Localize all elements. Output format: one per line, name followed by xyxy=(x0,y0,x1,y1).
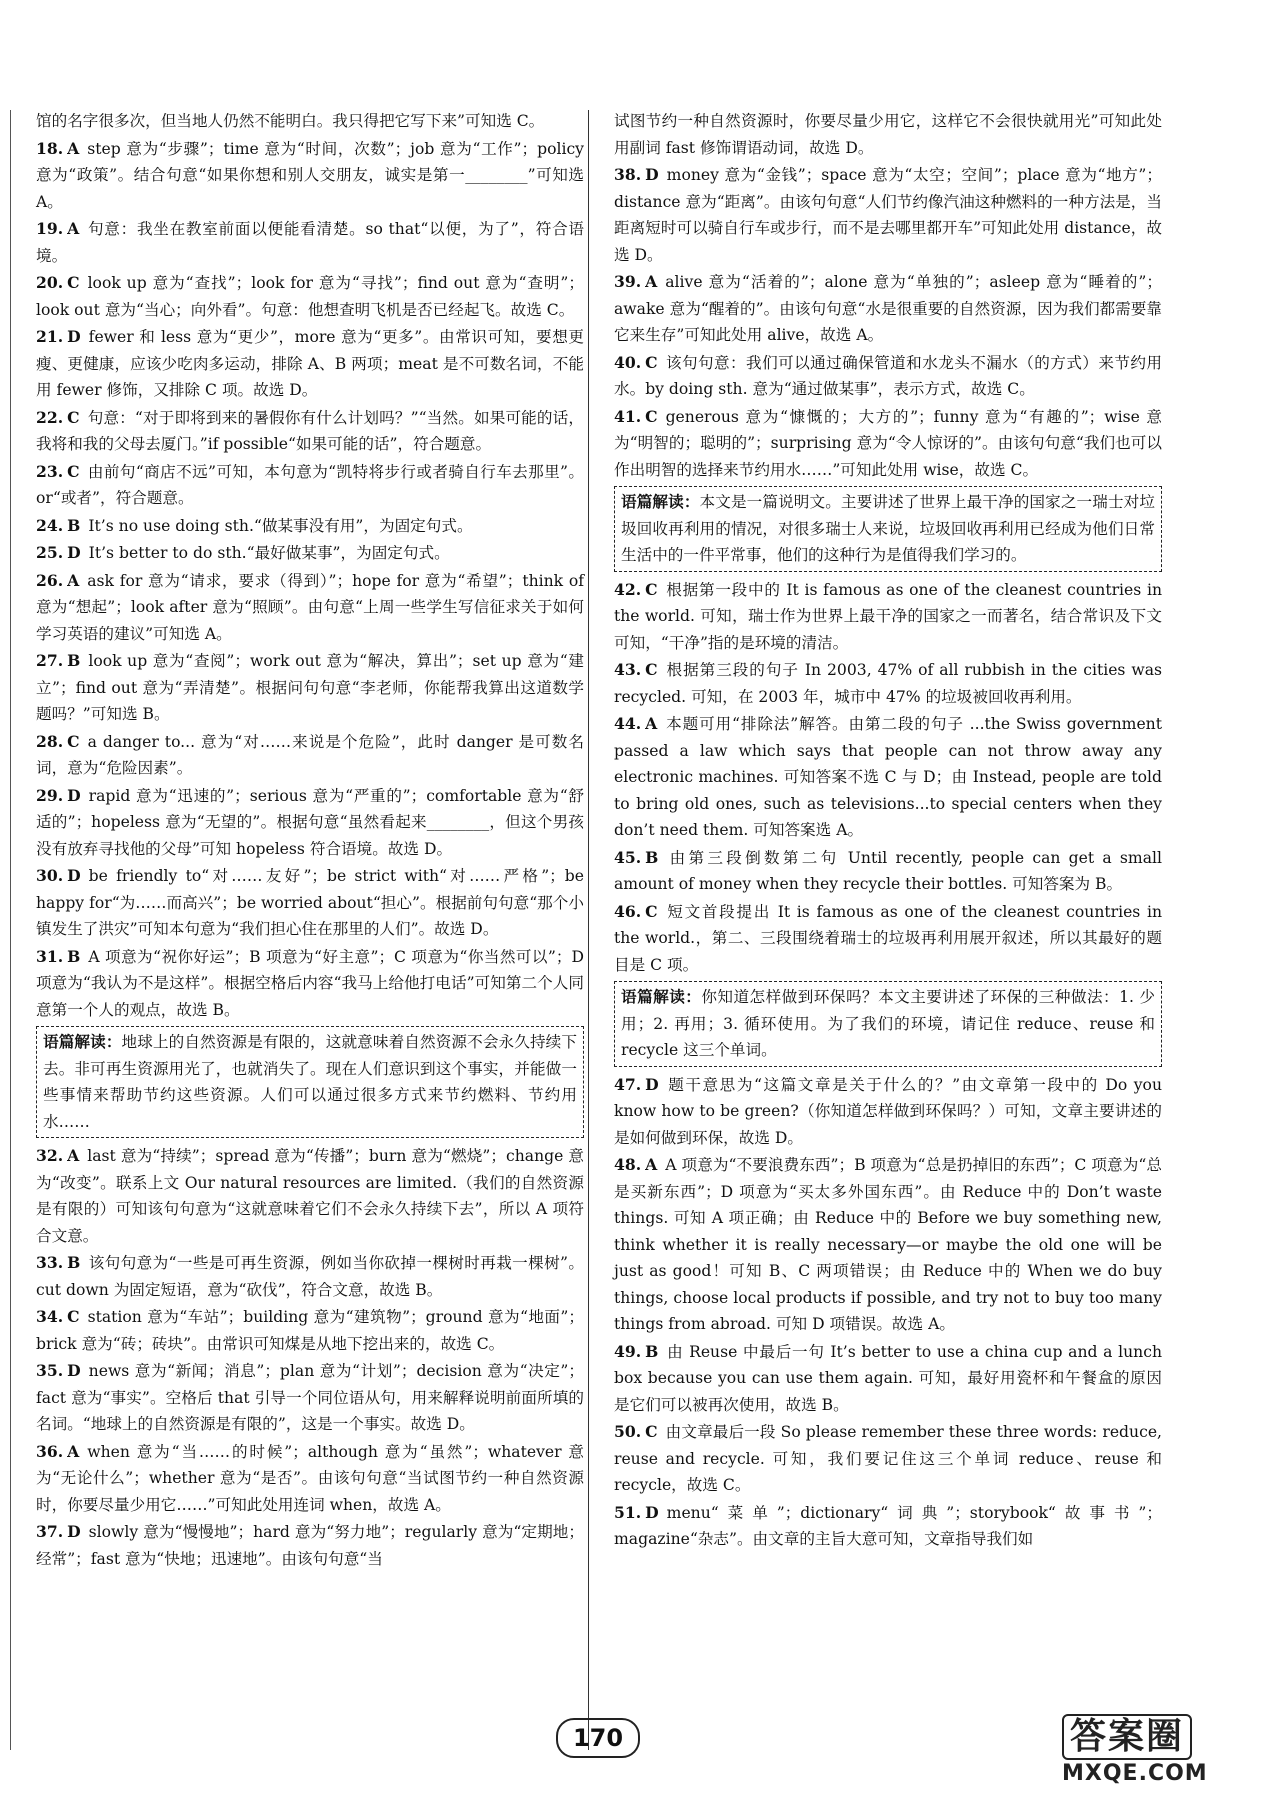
explanation-text: a danger to... 意为“对……来说是个危险”，此时 danger 是可数名词，意为“危险因素”。 xyxy=(36,732,584,777)
answer-letter: A xyxy=(67,1146,80,1165)
answer-item xyxy=(36,513,584,540)
question-number: 40. xyxy=(614,352,642,372)
box-text: 本文是一篇说明文。主要讲述了世界上最干净的国家之一瑞士对垃圾回收再利用的情况，对很多瑞士人来说，垃圾回收再利用已经成为他们日常生活中的一件平常事，他们的这种行为是值得我们学习的。 xyxy=(621,493,1155,564)
question-number: 33. xyxy=(36,1253,64,1272)
question-number: 39. xyxy=(614,272,642,291)
answer-item xyxy=(614,711,1162,844)
explanation-text: news 意为“新闻；消息”；plan 意为“计划”；decision 意为“决定”；fact 意为“事实”。空格后 that 引导一个同位语从句，用来解释说明前面所填的名词。“地球上的自然资源是有限的”，这是一个事实。故选 D。 xyxy=(36,1362,584,1433)
answer-item xyxy=(614,1152,1162,1338)
right-items-3 xyxy=(614,1072,1162,1553)
question-number: 45. xyxy=(614,847,642,867)
answer-item xyxy=(614,1500,1162,1553)
explanation-text: 由前句“商店不远”可知，本句意为“凯特将步行或者骑自行车去那里”。or“或者”，符合题意。 xyxy=(36,462,584,507)
question-number: 41. xyxy=(614,406,642,426)
explanation-text: alive 意为“活着的”；alone 意为“单独的”；asleep 意为“睡着的”；awake 意为“醒着的”。由该句句意“水是很重要的自然资源，因为我们都需要靠它来生存”可知此处用 alive，故选 A。 xyxy=(614,273,1162,344)
explanation-text: be friendly to“对……友好”；be strict with“对……严格”；be happy for“为……而高兴”；be worried about“担心”。根据前句句意“那个小镇发生了洪灾”可知本句意为“我们担心住在那里的人们”。故选 D。 xyxy=(36,867,584,938)
question-number: 34. xyxy=(36,1307,64,1326)
answer-item xyxy=(36,540,584,567)
answer-letter: D xyxy=(67,543,81,562)
question-number: 50. xyxy=(614,1422,642,1441)
question-number: 49. xyxy=(614,1341,642,1361)
answer-letter: C xyxy=(67,1307,80,1326)
answer-letter: B xyxy=(67,946,81,966)
explanation-text: 句意：“对于即将到来的暑假你有什么计划吗？”“当然。如果可能的话，我将和我的父母去厦门。”if possible“如果可能的话”，符合题意。 xyxy=(36,408,584,453)
question-number: 18. xyxy=(36,138,64,158)
explanation-text: 本题可用“排除法”解答。由第二段的句子 ...the Swiss government passed a law which says that people can not throw away any electronic machines. 可知答案不选 C 与 D；由 Instead, people are told to bring old ones, such as televisions...to special centers when they don’t need them. 可知答案选 A。 xyxy=(614,715,1162,839)
question-number: 43. xyxy=(614,660,642,679)
answer-letter: C xyxy=(645,901,658,921)
answer-letter: C xyxy=(645,1422,658,1441)
answer-letter: C xyxy=(645,352,658,372)
explanation-text: look up 意为“查找”；look for 意为“寻找”；find out 意为“查明”；look out 意为“当心；向外看”。句意：他想查明飞机是否已经起飞。故选 C。 xyxy=(36,274,584,319)
page-number: 170 xyxy=(556,1718,640,1758)
answer-item xyxy=(36,568,584,648)
question-number: 32. xyxy=(36,1146,64,1165)
box-text: 地球上的自然资源是有限的，这就意味着自然资源不会永久持续下去。非可再生资源用光了，也就消失了。现在人们意识到这个事实，并能做一些事情来帮助节约这些资源。人们可以通过很多方式来节约燃料、节约用水…… xyxy=(43,1033,577,1131)
question-number: 29. xyxy=(36,785,64,805)
question-number: 30. xyxy=(36,866,64,885)
explanation-text: 短文首段提出 It is famous as one of the cleanest countries in the world.，第二、三段围绕着瑞士的垃圾再利用展开叙述，所以其最好的题目是 C 项。 xyxy=(614,902,1162,974)
explanation-text: 句意：我坐在教室前面以便能看清楚。so that“以便，为了”，符合语境。 xyxy=(36,220,584,265)
explanation-text: money 意为“金钱”；space 意为“太空；空间”；place 意为“地方”；distance 意为“距离”。由该句句意“人们节约像汽油这种燃料的一种方法是，当距离短时可以骑自行车或步行，而不是去哪里都开车”可知此处用 distance，故选 D。 xyxy=(614,166,1162,264)
answer-item xyxy=(36,1439,584,1519)
answer-letter: B xyxy=(67,515,81,535)
answer-item xyxy=(614,899,1162,979)
answer-letter: D xyxy=(67,327,81,346)
answer-item xyxy=(614,269,1162,349)
answer-item xyxy=(36,944,584,1024)
question-number: 22. xyxy=(36,407,64,427)
explanation-text: slowly 意为“慢慢地”；hard 意为“努力地”；regularly 意为“定期地；经常”；fast 意为“快地；迅速地”。由该句句意“当 xyxy=(36,1523,584,1568)
explanation-text: 由文章最后一段 So please remember these three words: reduce, reuse and recycle. 可知，我们要记住这三个单词 reduce、reuse 和 recycle，故选 C。 xyxy=(614,1423,1162,1494)
answer-item xyxy=(36,405,584,458)
explanation-text: fewer 和 less 意为“更少”，more 意为“更多”。由常识可知，要想更瘦、更健康，应该少吃肉多运动，排除 A、B 两项；meat 是不可数名词，不能用 fewer 修饰，又排除 C 项。故选 D。 xyxy=(36,328,584,399)
explanation-text: rapid 意为“迅速的”；serious 意为“严重的”；comfortable 意为“舒适的”；hopeless 意为“无望的”。根据句意“虽然看起来________，但这个男孩没有放弃寻找他的父母”可知 hopeless 符合语境。故选 D。 xyxy=(36,786,584,858)
explanation-text: 由 Reuse 中最后一句 It’s better to use a china cup and a lunch box because you can use them again. 可知，最好用瓷杯和午餐盒的原因是它们可以被再次使用，故选 B。 xyxy=(614,1342,1162,1414)
passage-analysis-box xyxy=(614,981,1162,1067)
explanation-text: ask for 意为“请求，要求（得到）”；hope for 意为“希望”；think of 意为“想起”；look after 意为“照顾”。由句意“上周一些学生写信征求关于如何学习英语的建议”可知选 A。 xyxy=(36,571,584,643)
answer-letter: A xyxy=(645,1155,658,1174)
answer-item xyxy=(36,1519,584,1572)
explanation-text: generous 意为“慷慨的；大方的”；funny 意为“有趣的”；wise 意为“明智的；聪明的”；surprising 意为“令人惊讶的”。由该句句意“我们也可以作出明智的选择来节约用水……”可知此处用 wise，故选 C。 xyxy=(614,407,1162,479)
question-number: 44. xyxy=(614,714,642,733)
answer-item xyxy=(614,1072,1162,1152)
passage-analysis-box xyxy=(36,1026,584,1138)
question-number: 20. xyxy=(36,273,64,292)
explanation-text: last 意为“持续”；spread 意为“传播”；burn 意为“燃烧”；change 意为“改变”。联系上文 Our natural resources are limited.（我们的自然资源是有限的）可知该句句意为“这就意味着它们不会永久持续下去”，所以 A 项符合文意。 xyxy=(36,1147,584,1245)
answer-item xyxy=(36,1358,584,1438)
answer-letter: D xyxy=(645,1502,659,1522)
explanation-text: 由第三段倒数第二句 Until recently, people can get a small amount of money when they recycle their bottles. 可知答案为 B。 xyxy=(614,848,1162,893)
explanation-text: when 意为“当……的时候”；although 意为“虽然”；whatever 意为“无论什么”；whether 意为“是否”。由该句句意“当试图节约一种自然资源时，你要尽量少用它……”可知此处用连词 when，故选 A。 xyxy=(36,1442,584,1514)
answer-letter: C xyxy=(645,579,658,599)
question-number: 37. xyxy=(36,1522,64,1541)
explanation-text: A 项意为“祝你好运”；B 项意为“好主意”；C 项意为“你当然可以”；D 项意为“我认为不是这样”。根据空格后内容“我马上给他打电话”可知第二个人同意第一个人的观点，故选 B。 xyxy=(36,947,584,1019)
answer-letter: C xyxy=(67,731,80,751)
answer-letter: D xyxy=(645,1074,659,1094)
answer-item xyxy=(36,1304,584,1357)
answer-item xyxy=(36,648,584,728)
question-number: 35. xyxy=(36,1361,64,1380)
answer-letter: C xyxy=(67,461,80,481)
answer-letter: B xyxy=(645,1341,659,1361)
explanation-text: 根据第一段中的 It is famous as one of the cleanest countries in the world. 可知，瑞士作为世界上最干净的国家之一而著名，结合常识及下文可知，“干净”指的是环境的清洁。 xyxy=(614,580,1162,652)
explanation-text: look up 意为“查阅”；work out 意为“解决，算出”；set up 意为“建立”；find out 意为“弄清楚”。根据问句句意“李老师，你能帮我算出这道数学题吗？”可知选 B。 xyxy=(36,652,584,723)
answer-item xyxy=(36,729,584,782)
answer-letter: A xyxy=(67,1441,80,1461)
answer-letter: A xyxy=(67,570,80,590)
question-number: 47. xyxy=(614,1074,642,1094)
answer-letter: C xyxy=(645,660,658,679)
answer-item xyxy=(36,1143,584,1249)
box-title: 语篇解读： xyxy=(43,1032,122,1051)
question-number: 38. xyxy=(614,165,642,184)
answer-letter: D xyxy=(67,866,81,885)
question-number: 28. xyxy=(36,731,64,751)
left-column xyxy=(36,108,584,1573)
explanation-text: 题干意思为“这篇文章是关于什么的？”由文章第一段中的 Do you know how to be green?（你知道怎样做到环保吗？）可知，文章主要讲述的是如何做到环保，故选 D。 xyxy=(614,1075,1162,1147)
question-number: 26. xyxy=(36,570,64,590)
answer-letter: D xyxy=(67,1361,81,1380)
question-number: 36. xyxy=(36,1441,64,1461)
watermark-logo xyxy=(1062,1714,1270,1794)
question-number: 31. xyxy=(36,946,64,966)
answer-item xyxy=(614,1339,1162,1419)
answer-letter: B xyxy=(67,1253,81,1272)
right-items-2 xyxy=(614,577,1162,979)
explanation-text: menu“菜单”；dictionary“词典”；storybook“故事书”；magazine“杂志”。由文章的主旨大意可知，文章指导我们如 xyxy=(614,1503,1162,1548)
answer-item xyxy=(36,459,584,512)
explanation-text: step 意为“步骤”；time 意为“时间，次数”；job 意为“工作”；policy 意为“政策”。结合句意“如果你想和别人交朋友，诚实是第一________”可知选 A。 xyxy=(36,139,584,211)
question-number: 48. xyxy=(614,1155,642,1174)
question-number: 51. xyxy=(614,1502,642,1522)
answer-item xyxy=(36,783,584,863)
right-column xyxy=(614,108,1162,1554)
explanation-text: 该句句意为“一些是可再生资源，例如当你砍掉一棵树时再栽一棵树”。cut down 为固定短语，意为“砍伐”，符合文意，故选 B。 xyxy=(36,1254,584,1299)
explanation-text: 试图节约一种自然资源时，你要尽量少用它，这样它不会很快就用光”可知此处用副词 fast 修饰谓语动词，故选 D。 xyxy=(614,112,1162,157)
question-number: 46. xyxy=(614,901,642,921)
answer-letter: C xyxy=(67,407,80,427)
answer-item xyxy=(614,350,1162,403)
left-items xyxy=(36,108,584,1023)
margin-line xyxy=(10,110,11,1750)
explanation-text: 根据第三段的句子 In 2003, 47% of all rubbish in the cities was recycled. 可知，在 2003 年，城市中 47% 的垃圾被回收再利用。 xyxy=(614,661,1162,706)
answer-letter: B xyxy=(67,651,81,670)
answer-item xyxy=(36,324,584,404)
answer-letter: B xyxy=(645,847,659,867)
explanation-text: It’s better to do sth.“最好做某事”，为固定句式。 xyxy=(88,544,450,562)
box-title: 语篇解读： xyxy=(621,492,700,511)
answer-letter: C xyxy=(67,273,80,292)
answer-item xyxy=(36,863,584,943)
answer-item xyxy=(36,216,584,269)
answer-item xyxy=(36,270,584,323)
left-items-2 xyxy=(36,1143,584,1572)
answer-letter: A xyxy=(67,219,80,238)
explanation-text: It’s no use doing sth.“做某事没有用”，为固定句式。 xyxy=(88,516,473,535)
answer-item xyxy=(614,657,1162,710)
question-number: 42. xyxy=(614,579,642,599)
answer-item xyxy=(614,577,1162,657)
passage-analysis-box xyxy=(614,486,1162,572)
right-items xyxy=(614,108,1162,483)
answer-letter: D xyxy=(67,785,81,805)
answer-letter: A xyxy=(645,714,658,733)
answer-item xyxy=(36,1250,584,1303)
answer-item xyxy=(614,404,1162,484)
explanation-text: station 意为“车站”；building 意为“建筑物”；ground 意为“地面”；brick 意为“砖；砖块”。由常识可知煤是从地下挖出来的，故选 C。 xyxy=(36,1308,584,1353)
question-number: 24. xyxy=(36,515,64,535)
answer-item xyxy=(614,845,1162,898)
answer-item xyxy=(614,108,1162,161)
answer-item xyxy=(614,1419,1162,1499)
answer-letter: D xyxy=(67,1522,81,1541)
watermark-en: MXQE.COM xyxy=(1062,1761,1208,1786)
answer-letter: C xyxy=(645,406,658,426)
answer-letter: D xyxy=(645,165,659,184)
column-divider xyxy=(588,110,589,1750)
box-text: 你知道怎样做到环保吗？本文主要讲述了环保的三种做法：1. 少用；2. 再用；3. 循环使用。为了我们的环境，请记住 reduce、reuse 和 recycle 这三个单词。 xyxy=(621,988,1155,1059)
question-number: 19. xyxy=(36,219,64,238)
box-title: 语篇解读： xyxy=(621,987,702,1006)
question-number: 21. xyxy=(36,327,64,346)
answer-item xyxy=(36,136,584,216)
watermark-cn: 答案圈 xyxy=(1062,1714,1192,1760)
explanation-text: 该句句意：我们可以通过确保管道和水龙头不漏水（的方式）来节约用水。by doing sth. 意为“通过做某事”，表示方式，故选 C。 xyxy=(614,353,1162,398)
answer-item xyxy=(36,108,584,135)
question-number: 25. xyxy=(36,543,64,562)
answer-letter: A xyxy=(645,272,658,291)
answer-letter: A xyxy=(67,138,80,158)
question-number: 27. xyxy=(36,651,64,670)
question-number: 23. xyxy=(36,461,64,481)
explanation-text: A 项意为“不要浪费东西”；B 项意为“总是扔掉旧的东西”；C 项意为“总是买新东西”；D 项意为“买太多外国东西”。由 Reduce 中的 Don’t waste things. 可知 A 项正确；由 Reduce 中的 Before we buy something new, think whether it is really necessary—or maybe the old one will be just as good！可知 B、C 两项错误；由 Reduce 中的 When we do buy things, choose local products if possible, and try not to buy too many things from abroad. 可知 D 项错误。故选 A。 xyxy=(614,1156,1162,1333)
answer-item xyxy=(614,162,1162,268)
explanation-text: 馆的名字很多次，但当地人仍然不能明白。我只得把它写下来”可知选 C。 xyxy=(36,112,545,130)
